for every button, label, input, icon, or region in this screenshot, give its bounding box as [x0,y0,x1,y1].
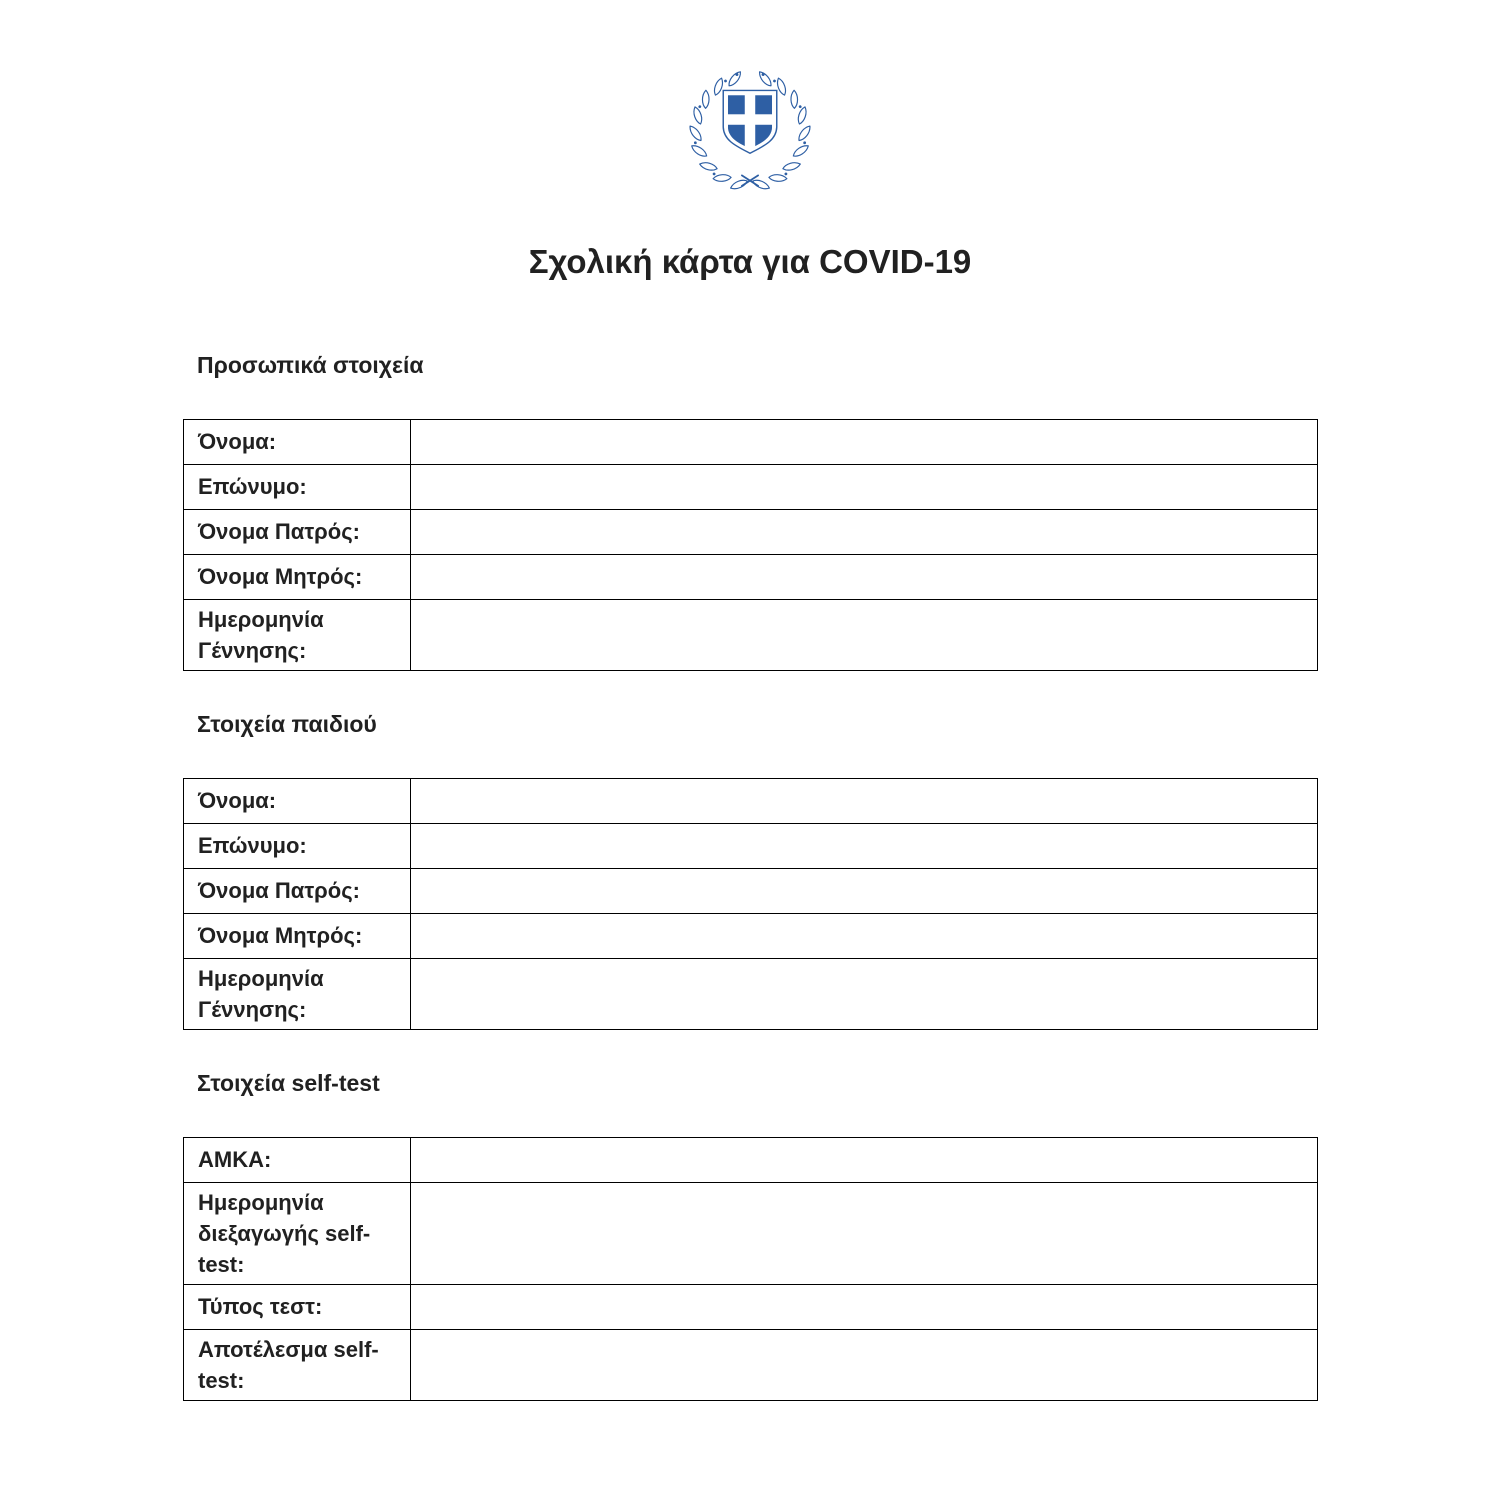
field-value-cell[interactable] [411,1329,1318,1400]
page-title: Σχολική κάρτα για COVID-19 [528,242,972,280]
field-label: Αποτέλεσμα self-test: [184,1329,411,1400]
table-row [184,1329,1318,1400]
field-label: Όνομα Πατρός: [184,868,411,913]
field-label: Όνομα: [184,778,411,823]
field-value-cell[interactable] [411,599,1318,670]
field-value-cell[interactable] [411,419,1318,464]
personal-details-table [183,419,1318,671]
section-child-details [183,711,1318,1030]
table-row [184,913,1318,958]
section-heading-self-test-details: Στοιχεία self-test [197,1069,380,1096]
field-value-cell[interactable] [411,868,1318,913]
field-value-cell[interactable] [411,554,1318,599]
field-label: ΑΜΚΑ: [184,1137,411,1182]
child-details-table [183,778,1318,1030]
field-label: Ημερομηνία Γέννησης: [184,958,411,1029]
field-value-cell[interactable] [411,1137,1318,1182]
table-row [184,419,1318,464]
field-value-cell[interactable] [411,823,1318,868]
section-self-test-details [183,1070,1318,1401]
field-label: Όνομα Μητρός: [184,913,411,958]
table-row [184,1284,1318,1329]
table-row [184,778,1318,823]
self-test-table [183,1137,1318,1401]
field-value-cell[interactable] [411,509,1318,554]
field-label: Τύπος τεστ: [184,1284,411,1329]
field-value-cell[interactable] [411,913,1318,958]
table-row [184,464,1318,509]
field-label: Όνομα Μητρός: [184,554,411,599]
section-heading-personal-details: Προσωπικά στοιχεία [197,351,424,378]
table-row [184,823,1318,868]
section-personal-details [183,352,1318,671]
field-value-cell[interactable] [411,1182,1318,1284]
field-value-cell[interactable] [411,958,1318,1029]
table-row [184,1137,1318,1182]
section-heading-child-details: Στοιχεία παιδιού [197,710,377,737]
field-label: Όνομα Πατρός: [184,509,411,554]
field-label: Επώνυμο: [184,464,411,509]
table-row [184,958,1318,1029]
table-row [184,1182,1318,1284]
field-value-cell[interactable] [411,1284,1318,1329]
table-row [184,509,1318,554]
table-row [184,868,1318,913]
field-value-cell[interactable] [411,778,1318,823]
table-row [184,599,1318,670]
document-body [183,352,1318,1401]
table-row [184,554,1318,599]
greek-coat-of-arms-icon [686,66,814,192]
field-label: Ημερομηνία Γέννησης: [184,599,411,670]
field-label: Επώνυμο: [184,823,411,868]
field-value-cell[interactable] [411,464,1318,509]
field-label: Ημερομηνία διεξαγωγής self-test: [184,1182,411,1284]
field-label: Όνομα: [184,419,411,464]
